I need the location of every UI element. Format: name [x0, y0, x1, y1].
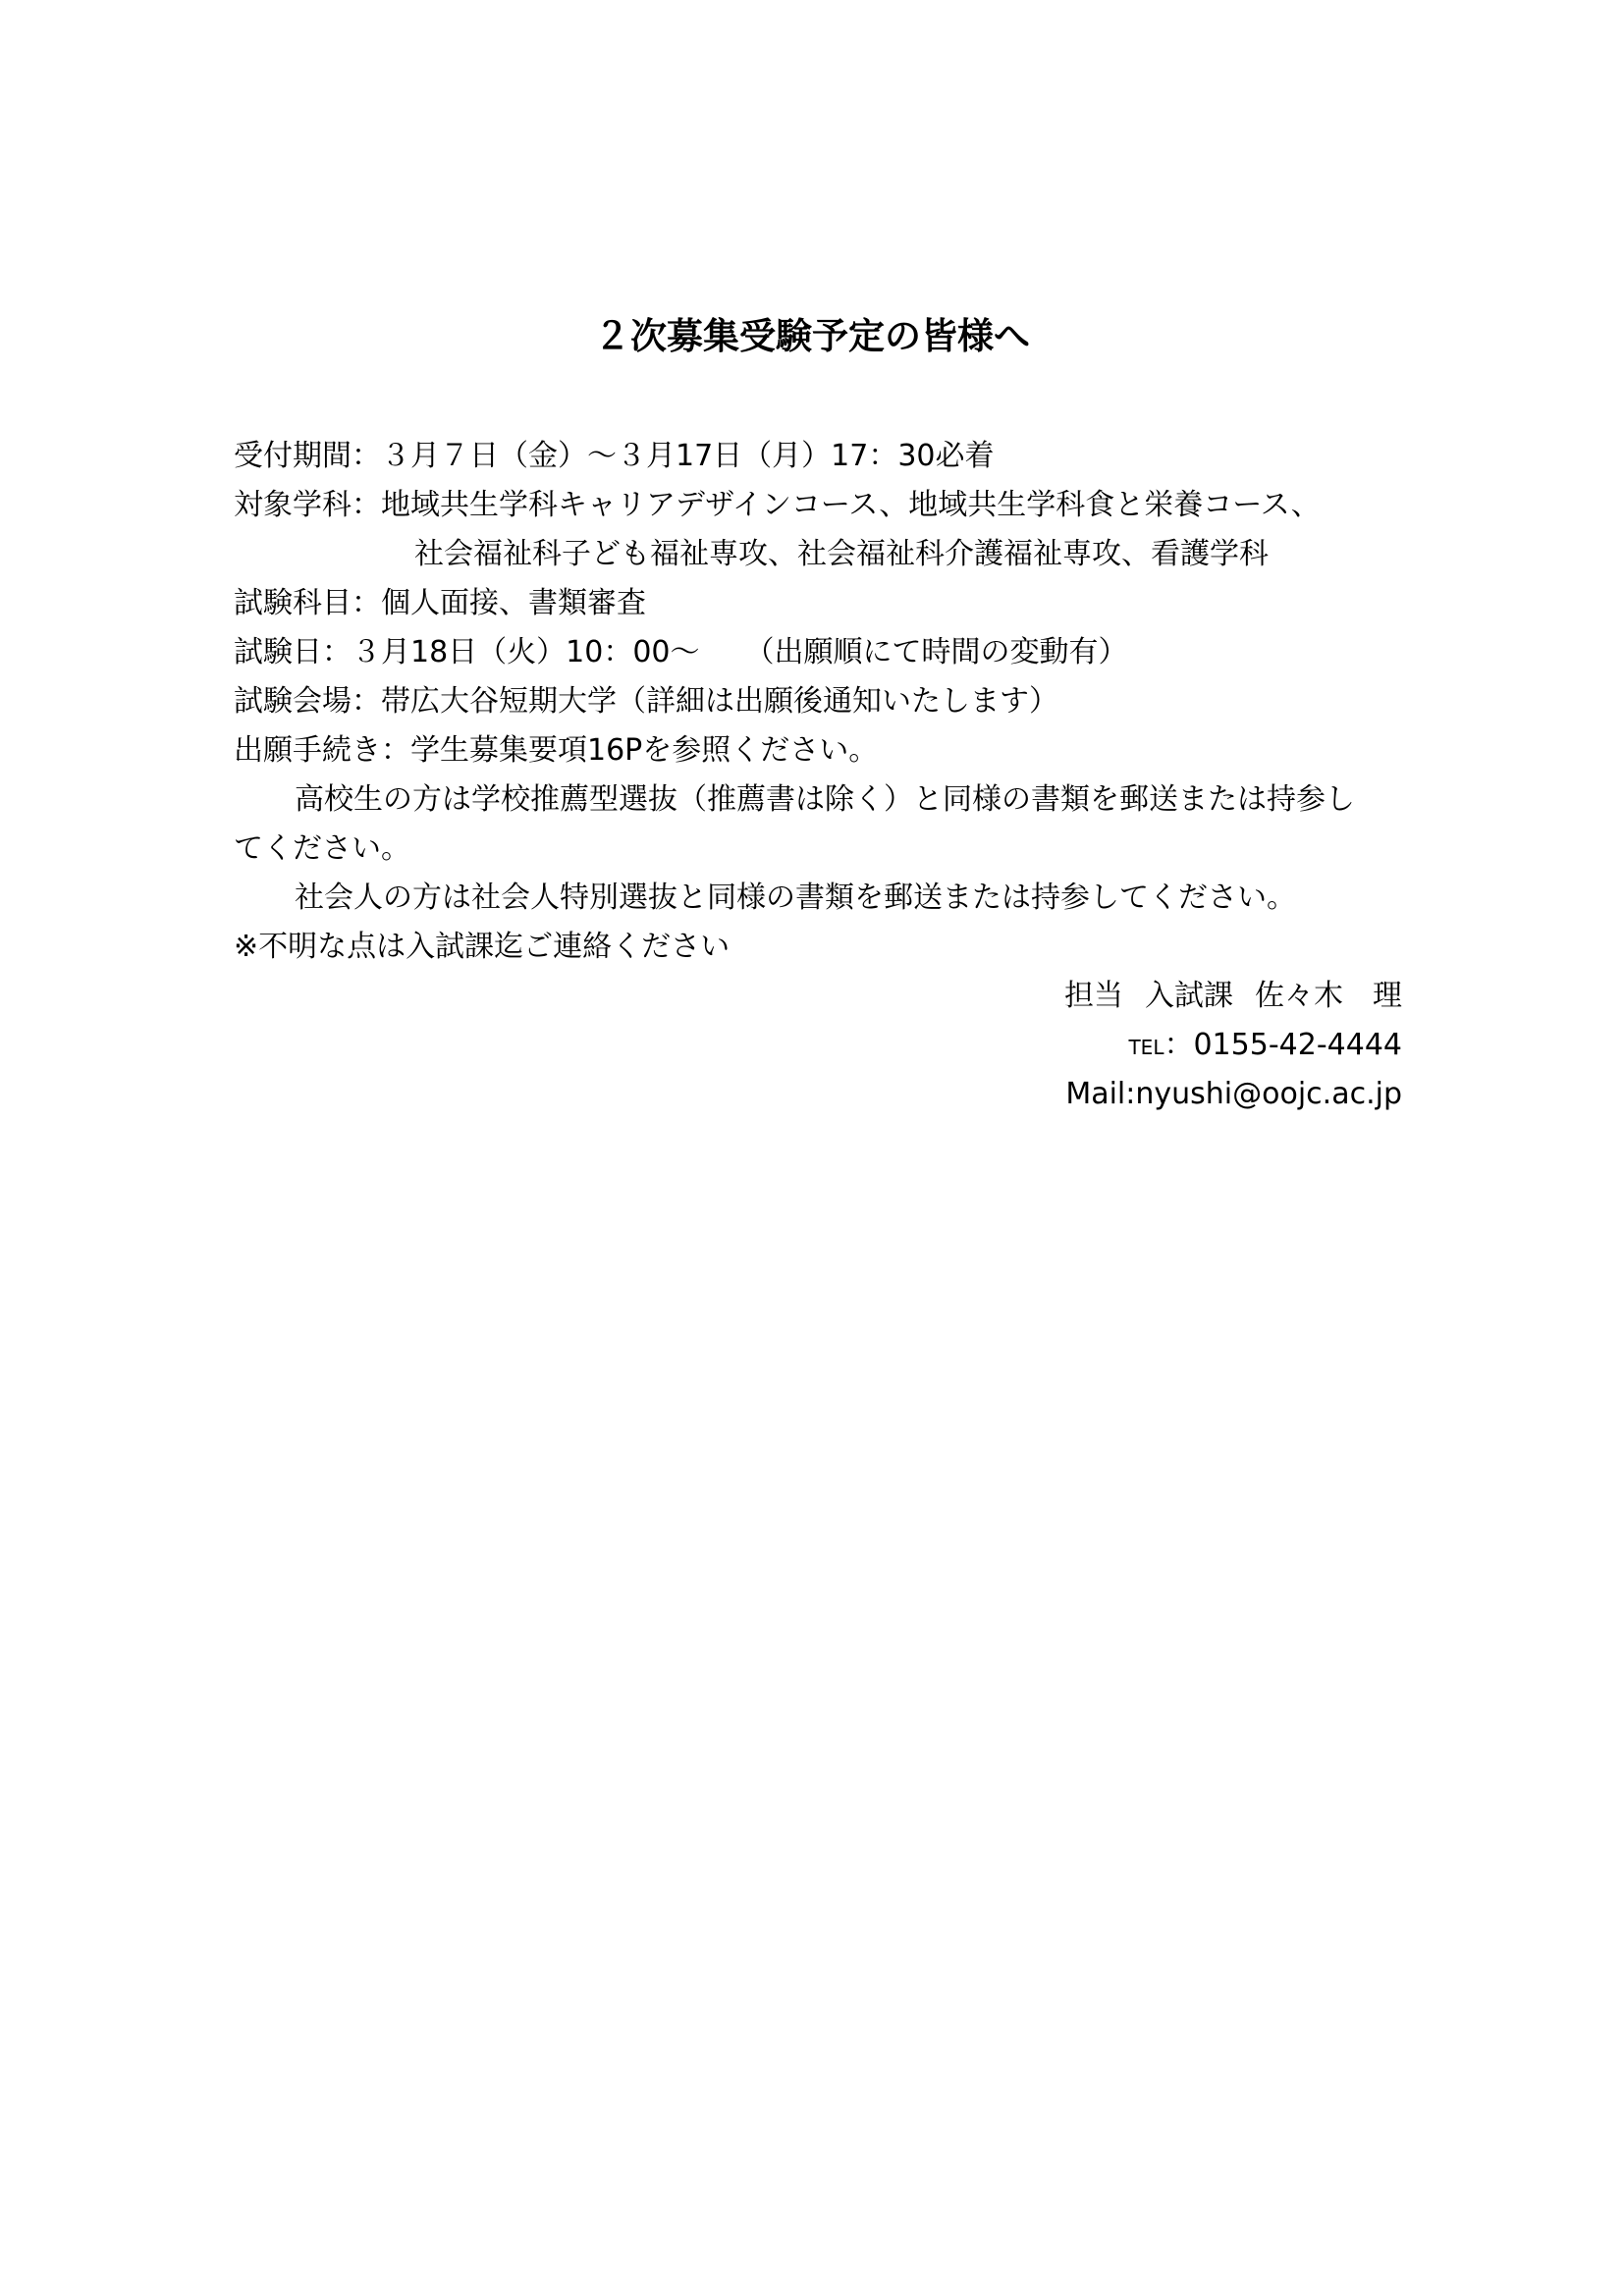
contact-name: 佐々木 理: [1255, 979, 1402, 1013]
exam-subjects-line: 試験科目：個人面接、書類審査: [234, 586, 646, 620]
exam-venue-line: 試験会場：帯広大谷短期大学（詳細は出願後通知いたします）: [234, 684, 1058, 719]
contact-mail-line: Mail:nyushi@oojc.ac.jp: [1065, 1077, 1402, 1111]
target-departments-line: 対象学科：地域共生学科キャリアデザインコース、地域共生学科食と栄養コース、: [234, 488, 1321, 522]
page-title: ２次募集受験予定の皆様へ: [594, 315, 1030, 357]
contact-tel-line: [234, 1021, 1402, 1070]
exam-date-text: 試験日：３月18日（火）10：00～: [234, 635, 700, 669]
inquiry-note-line: ※不明な点は入試課迄ご連絡ください: [234, 930, 731, 964]
notice-body: [234, 432, 1402, 1119]
reception-period-line: 受付期間：３月７日（金）～３月17日（月）17：30必着: [234, 439, 995, 473]
tel-label: TEL: [1128, 1036, 1164, 1059]
target-departments-line-continued: 社会福祉科子ども福祉専攻、社会福祉科介護福祉専攻、看護学科: [414, 537, 1269, 571]
contact-role: 担当: [1064, 979, 1123, 1013]
high-school-instruction-line: 高校生の方は学校推薦型選抜（推薦書は除く）と同様の書類を郵送または持参し: [295, 782, 1355, 817]
contact-department: 入試課: [1145, 979, 1233, 1013]
working-adult-instruction-line: 社会人の方は社会人特別選抜と同様の書類を郵送または持参してください。: [295, 881, 1296, 915]
exam-date-note: （出願順にて時間の変動有）: [744, 635, 1128, 669]
tel-number: ：0155-42-4444: [1164, 1028, 1402, 1062]
application-procedure-line: 出願手続き：学生募集要項16Pを参照ください。: [234, 733, 879, 768]
high-school-instruction-line-continued: てください。: [234, 831, 410, 866]
contact-person-line: [234, 972, 1402, 1021]
exam-date-line: [234, 628, 1402, 677]
